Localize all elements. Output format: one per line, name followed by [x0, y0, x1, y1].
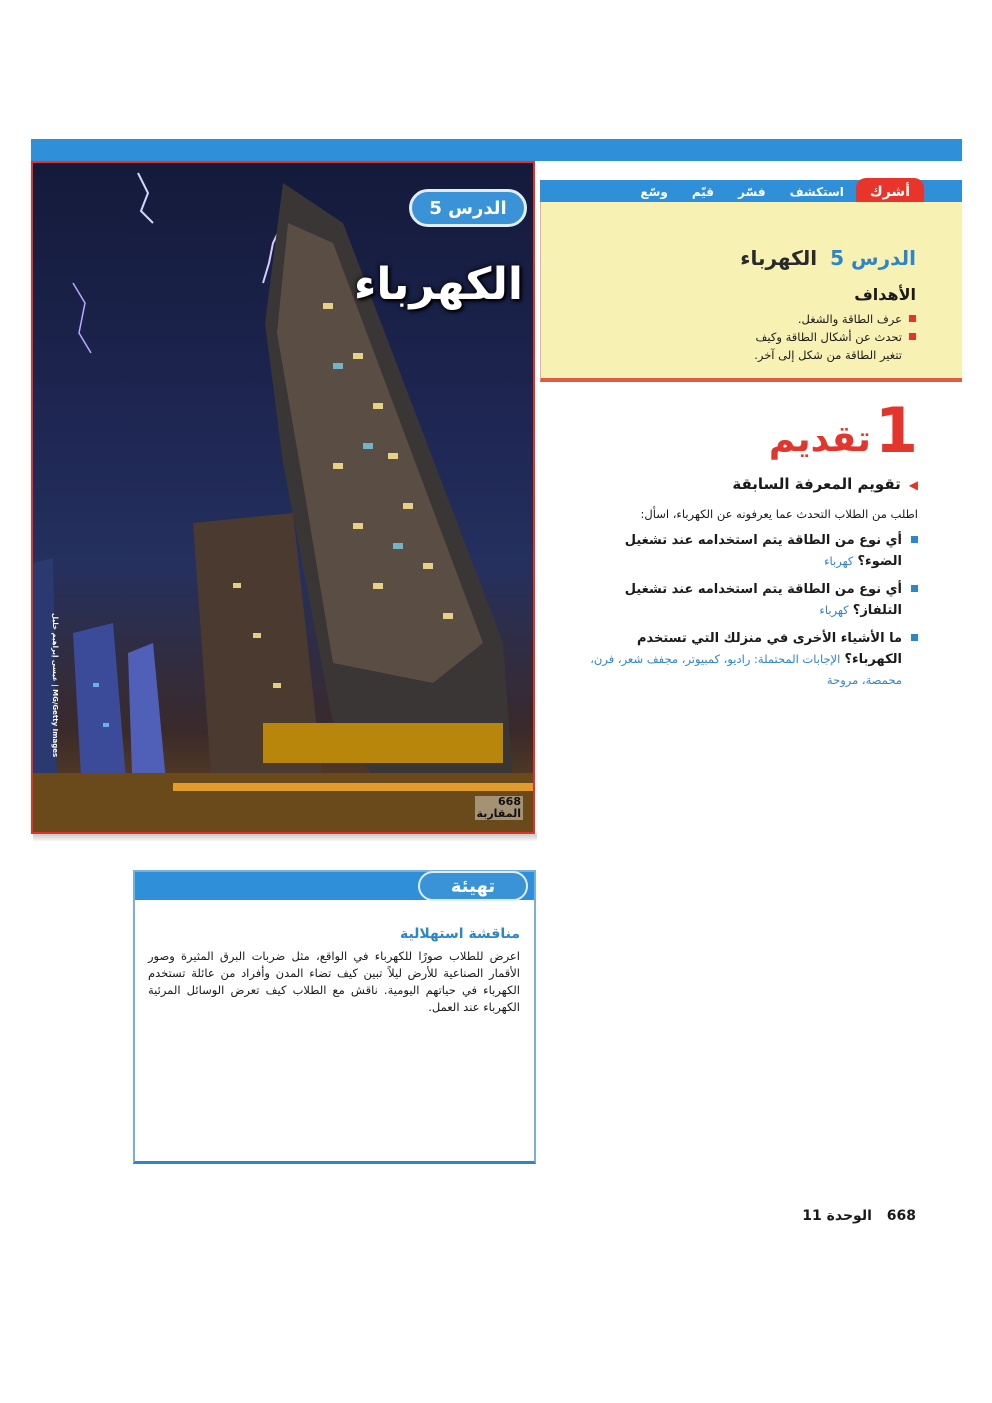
- warmup-header: [135, 872, 534, 900]
- lesson-stage-tabs: [540, 180, 962, 202]
- answer-text: كهرباء: [819, 603, 849, 617]
- tab-explore[interactable]: استكشف: [789, 185, 844, 199]
- lesson-number-badge: [409, 189, 527, 227]
- objective-item: تحدث عن أشكال الطاقة وكيف تتغير الطاقة من شكل إلى آخر.: [732, 328, 916, 364]
- objectives-box: [540, 202, 962, 382]
- intro-text: اطلب من الطلاب التحدث عما يعرفونه عن الكهرباء، اسأل:: [640, 507, 918, 521]
- photo-page-label: المقاربة: [476, 807, 521, 820]
- top-blue-band: [31, 139, 962, 161]
- warmup-label: تهيئة: [418, 871, 528, 901]
- prior-knowledge-heading: ◀تقويم المعرفة السابقة: [732, 475, 918, 493]
- section-word: تقديم: [768, 419, 871, 460]
- objectives-list: [732, 310, 916, 364]
- lesson-number-label: الدرس 5: [429, 197, 507, 219]
- photo-shadow: [33, 834, 537, 842]
- photo-page-number: 668: [498, 795, 521, 808]
- question-item: [578, 628, 918, 691]
- objectives-heading: الأهداف: [854, 285, 916, 304]
- objective-item: عرف الطاقة والشغل.: [732, 310, 916, 328]
- question-text: ما الأشياء الأخرى في منزلك التي تستخدم الكهرباء؟: [636, 631, 902, 667]
- warmup-box: [133, 870, 536, 1164]
- triangle-bullet-icon: ◀: [908, 478, 918, 492]
- lesson-heading-title: الكهرباء: [740, 246, 818, 270]
- tab-evaluate[interactable]: قيّم: [691, 185, 715, 199]
- photo-title: الكهرباء: [353, 259, 523, 310]
- question-text: أي نوع من الطاقة يتم استخدامه عند تشغيل التلفاز؟: [624, 582, 902, 618]
- photo-page-marker: [475, 796, 523, 820]
- section-number: 1: [874, 394, 918, 467]
- footer-page-number: 668: [886, 1208, 916, 1224]
- warmup-title: مناقشة استهلالية: [399, 926, 520, 942]
- question-text: أي نوع من الطاقة يتم استخدامه عند تشغيل الضوء؟: [624, 533, 902, 569]
- section-title: [768, 394, 918, 467]
- footer-unit: الوحدة 11: [802, 1208, 872, 1224]
- photo-credit: عيسى إبراهيم خليل | MG/Getty Images: [51, 613, 59, 758]
- answer-text: كهرباء: [824, 554, 854, 568]
- question-item: [578, 579, 918, 621]
- question-item: [578, 530, 918, 572]
- tab-engage[interactable]: أشرك: [856, 178, 924, 204]
- questions-list: [578, 530, 918, 698]
- lesson-photo: [31, 161, 535, 834]
- page-footer: [802, 1208, 916, 1224]
- tab-extend[interactable]: وسّع: [640, 185, 668, 199]
- answer-text: الإجابات المحتملة: راديو، كمبيوتر، مجفف شعر، فرن، محمصة، مروحة: [590, 652, 902, 687]
- lesson-heading-prefix: الدرس 5: [830, 246, 916, 270]
- tab-explain[interactable]: فسّر: [738, 185, 766, 199]
- lesson-heading: [740, 246, 916, 270]
- warmup-body: اعرض للطلاب صورًا للكهرباء في الواقع، مثل ضربات البرق المثيرة وصور الأقمار الصناعية للأرض ليلاً تبين كيف تضاء المدن وأفراد من عائلة تستخدم الكهرباء في حياتهم اليومية. ناقش مع الطلاب كيف تعرض الوسائل المرئية الكهرباء عند العمل.: [148, 949, 520, 1014]
